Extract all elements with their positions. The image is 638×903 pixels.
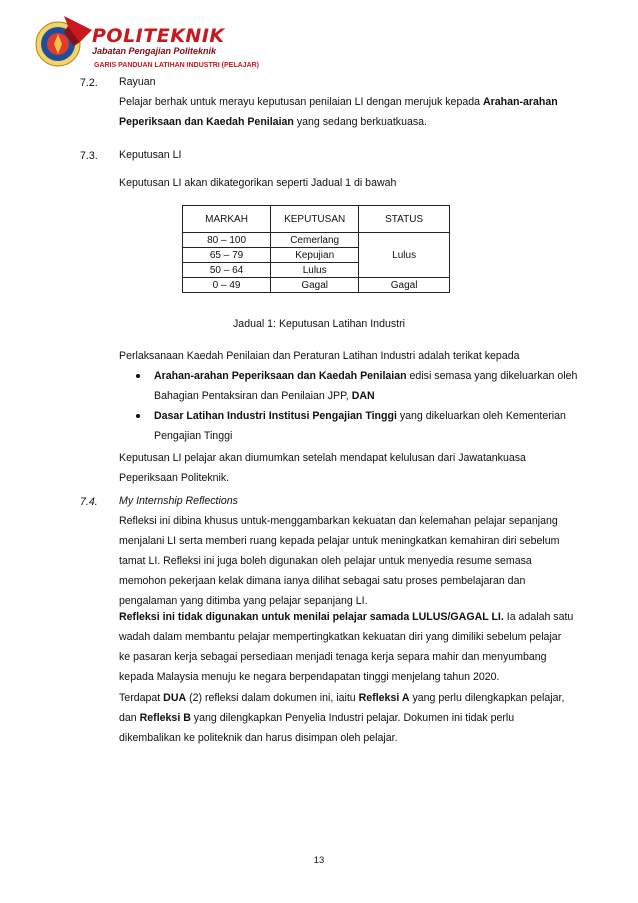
text: edisi semasa yang dikeluarkan oleh: [406, 370, 578, 382]
table-row: [183, 233, 450, 248]
section-number-7-4: 7.4.: [80, 496, 98, 508]
paragraph-line: wadah dalam membantu pelajar mempertingkatkan kekuatan diri yang dimiliki sebelum pelajar: [119, 631, 562, 643]
table-caption: Jadual 1: Keputusan Latihan Industri: [233, 318, 405, 330]
text: yang dilengkapkan Penyelia Industri pelajar. Dokumen ini tidak perlu: [190, 712, 515, 724]
bold-text: DAN: [351, 390, 375, 402]
paragraph-line: Peperiksaan Politeknik.: [119, 472, 230, 484]
text: Terdapat: [119, 692, 164, 704]
list-item: [136, 366, 576, 406]
table-cell: Gagal: [359, 278, 450, 293]
bullet-icon: [136, 414, 140, 418]
paragraph-line: pengalaman yang ditimba yang pelajar sepanjang LI.: [119, 595, 368, 607]
document-title: GARIS PANDUAN LATIHAN INDUSTRI (PELAJAR): [94, 62, 260, 69]
brand-subtitle: Jabatan Pengajian Politeknik: [92, 46, 217, 56]
column-header: MARKAH: [183, 206, 271, 233]
column-header: KEPUTUSAN: [271, 206, 359, 233]
text: Ia adalah satu: [503, 611, 574, 623]
page-number: 13: [313, 855, 325, 866]
table-intro: [119, 173, 576, 193]
table-cell: 50 – 64: [183, 263, 271, 278]
list-item: [136, 406, 576, 446]
paragraph-line: [154, 366, 576, 386]
paragraph-line: ke pasaran kerja sebagai persediaan menjadi tenaga kerja separa mahir dan menyumbang: [119, 651, 547, 663]
bullet-list: [136, 366, 576, 446]
paragraph-line: menjalani LI serta memberi ruang kepada pelajar untuk meningkatkan kemahiran diri sebelum: [119, 535, 560, 547]
paragraph-line: memohon pekerjaan kelak dimana ianya dilihat sebagai satu proses pembelajaran dan: [119, 575, 526, 587]
table-cell-merged: Lulus: [359, 233, 450, 278]
bold-text: Arahan-arahan: [482, 96, 558, 108]
reflection-paragraph-2: [119, 607, 576, 687]
text: yang sedang berkuatkuasa.: [293, 116, 427, 128]
section-7-4: [119, 491, 576, 611]
paragraph-line: [154, 406, 576, 426]
section-number-7-3: 7.3.: [80, 150, 98, 162]
section-title: Rayuan: [119, 76, 156, 88]
section-7-3: [119, 145, 576, 165]
implementation-intro: [119, 346, 576, 366]
brand: [92, 26, 225, 56]
table-header-row: [183, 206, 450, 233]
table-cell: Cemerlang: [271, 233, 359, 248]
table-cell: 80 – 100: [183, 233, 271, 248]
results-table: [182, 205, 450, 293]
text: yang perlu dilengkapkan pelajar,: [409, 692, 565, 704]
paragraph-line: Keputusan LI pelajar akan diumumkan setelah mendapat kelulusan dari Jawatankuasa: [119, 452, 526, 464]
paragraph-line: [119, 688, 576, 708]
section-7-2: [119, 72, 576, 132]
politeknik-emblem-icon: [34, 12, 94, 72]
bold-text: Refleksi A: [358, 692, 410, 704]
bold-text: Refleksi ini tidak digunakan untuk menilai pelajar samada LULUS/GAGAL LI.: [119, 611, 504, 623]
bold-text: Refleksi B: [139, 712, 191, 724]
table-cell: 65 – 79: [183, 248, 271, 263]
paragraph-line: tamat LI. Refleksi ini juga boleh digunakan oleh pelajar untuk menyedia resume semasa: [119, 555, 532, 567]
table-cell: Lulus: [271, 263, 359, 278]
table-row: [183, 278, 450, 293]
paragraph-line: Refleksi ini dibina khusus untuk-menggambarkan kekuatan dan kelemahan pelajar sepanjang: [119, 515, 558, 527]
paragraph-line: [119, 607, 576, 627]
table-cell: 0 – 49: [183, 278, 271, 293]
paragraph-line: Perlaksanaan Kaedah Penilaian dan Peraturan Latihan Industri adalah terikat kepada: [119, 350, 520, 362]
section-number-7-2: 7.2.: [80, 77, 98, 89]
section-title: My Internship Reflections: [119, 495, 238, 507]
text: (2) refleksi dalam dokumen ini, iaitu: [186, 692, 359, 704]
paragraph-line: [119, 92, 576, 112]
paragraph-line: Pengajian Tinggi: [154, 430, 233, 442]
table-cell: Gagal: [271, 278, 359, 293]
paragraph-line: Keputusan LI akan dikategorikan seperti Jadual 1 di bawah: [119, 177, 397, 189]
paragraph-line: [154, 386, 576, 406]
paragraph-line: [119, 708, 576, 728]
bold-text: DUA: [163, 692, 187, 704]
bold-text: Dasar Latihan Industri Institusi Pengajian Tinggi: [154, 410, 397, 422]
text: Pelajar berhak untuk merayu keputusan penilaian LI dengan merujuk kepada: [119, 96, 483, 108]
column-header: STATUS: [359, 206, 450, 233]
bold-text: Arahan-arahan Peperiksaan dan Kaedah Penilaian: [154, 370, 407, 382]
text: dan: [119, 712, 140, 724]
paragraph-line: dikembalikan ke politeknik dan harus disimpan oleh pelajar.: [119, 732, 398, 744]
brand-name: POLITEKNIK: [92, 25, 225, 47]
paragraph-line: [119, 112, 576, 132]
reflection-paragraph-3: [119, 688, 576, 748]
section-title: Keputusan LI: [119, 149, 182, 161]
announcement: [119, 448, 576, 488]
text: yang dikeluarkan oleh Kementerian: [396, 410, 566, 422]
table-cell: Kepujian: [271, 248, 359, 263]
paragraph-line: kepada Malaysia menuju ke negara berpendapatan tinggi menjelang tahun 2020.: [119, 671, 500, 683]
bullet-icon: [136, 374, 140, 378]
bold-text: Peperiksaan dan Kaedah Penilaian: [119, 116, 294, 128]
text: Bahagian Pentaksiran dan Penilaian JPP,: [154, 390, 352, 402]
